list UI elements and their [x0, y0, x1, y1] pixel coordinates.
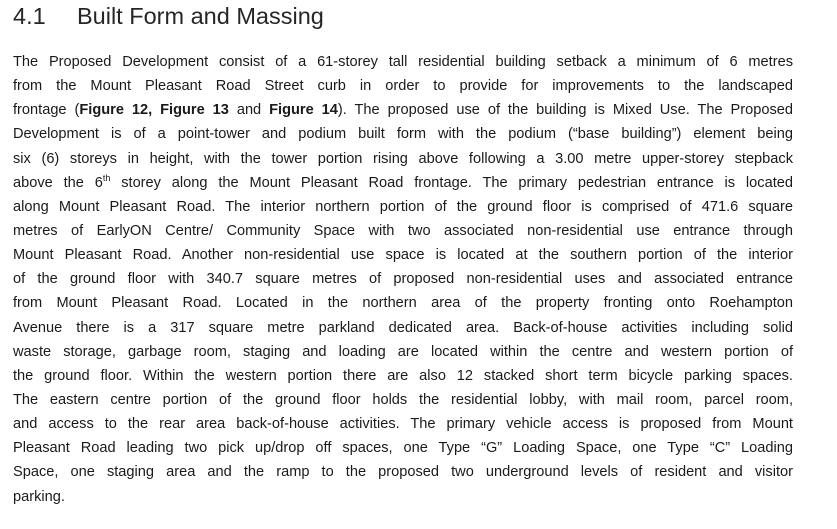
figure-reference: Figure 12, Figure 13 — [79, 102, 229, 119]
paragraph-line: Pleasant Road leading two pick up/drop off spaces, one Type “G” Loading Space, one Type “C” Loading — [13, 440, 793, 457]
section-number: 4.1 — [13, 3, 46, 29]
text-run: ). The proposed use of the building is Mixed Use. The Proposed — [337, 102, 793, 119]
paragraph-line — [13, 171, 793, 195]
ordinal-superscript: th — [102, 172, 111, 183]
text-run: storey along the Mount Pleasant Road frontage. The primary pedestrian entrance is located — [110, 174, 793, 191]
paragraph-line: of the ground floor with 340.7 square metres of proposed non-residential uses and associated entrance — [13, 271, 793, 288]
paragraph-line: six (6) storeys in height, with the tower portion rising above following a 3.00 metre upper-storey stepback — [13, 150, 793, 167]
body-paragraph — [13, 50, 793, 509]
paragraph-line: The Proposed Development consist of a 61-storey tall residential building setback a minimum of 6 metres — [13, 54, 793, 70]
paragraph-line: parking. — [13, 488, 65, 505]
paragraph-line: the ground floor. Within the western portion there are also 12 stacked short term bicycle parking spaces. — [13, 367, 793, 384]
paragraph-line: Development is of a point-tower and podium built form with the podium (“base building”) element being — [13, 126, 793, 143]
figure-reference: Figure 14 — [269, 102, 338, 119]
text-run: and — [228, 102, 270, 119]
paragraph-line: Avenue there is a 317 square metre parkland dedicated area. Back-of-house activities including solid — [13, 319, 793, 336]
section-heading — [13, 2, 324, 30]
paragraph-line — [13, 98, 793, 122]
paragraph-line: and access to the rear area back-of-house activities. The primary vehicle access is proposed from Mount — [13, 416, 793, 433]
paragraph-line: metres of EarlyON Centre/ Community Space with two associated non-residential use entrance through — [13, 222, 793, 239]
paragraph-line: from the Mount Pleasant Road Street curb in order to provide for improvements to the landscaped — [13, 78, 793, 95]
text-run: above the 6 — [13, 174, 103, 191]
section-title: Built Form and Massing — [77, 3, 324, 29]
paragraph-line: from Mount Pleasant Road. Located in the northern area of the property fronting onto Roehampton — [13, 295, 793, 312]
paragraph-line: The eastern centre portion of the ground floor holds the residential lobby, with mail room, parcel room, — [13, 391, 793, 408]
paragraph-line: Mount Pleasant Road. Another non-residential use space is located at the southern portion of the interior — [13, 247, 793, 264]
paragraph-line: waste storage, garbage room, staging and loading are located within the centre and western portion of — [13, 343, 793, 360]
text-run: frontage ( — [13, 102, 80, 119]
paragraph-line: along Mount Pleasant Road. The interior northern portion of the ground floor is comprised of 471.6 square — [13, 198, 793, 215]
paragraph-line: Space, one staging area and the ramp to the proposed two underground levels of resident and visitor — [13, 464, 793, 481]
